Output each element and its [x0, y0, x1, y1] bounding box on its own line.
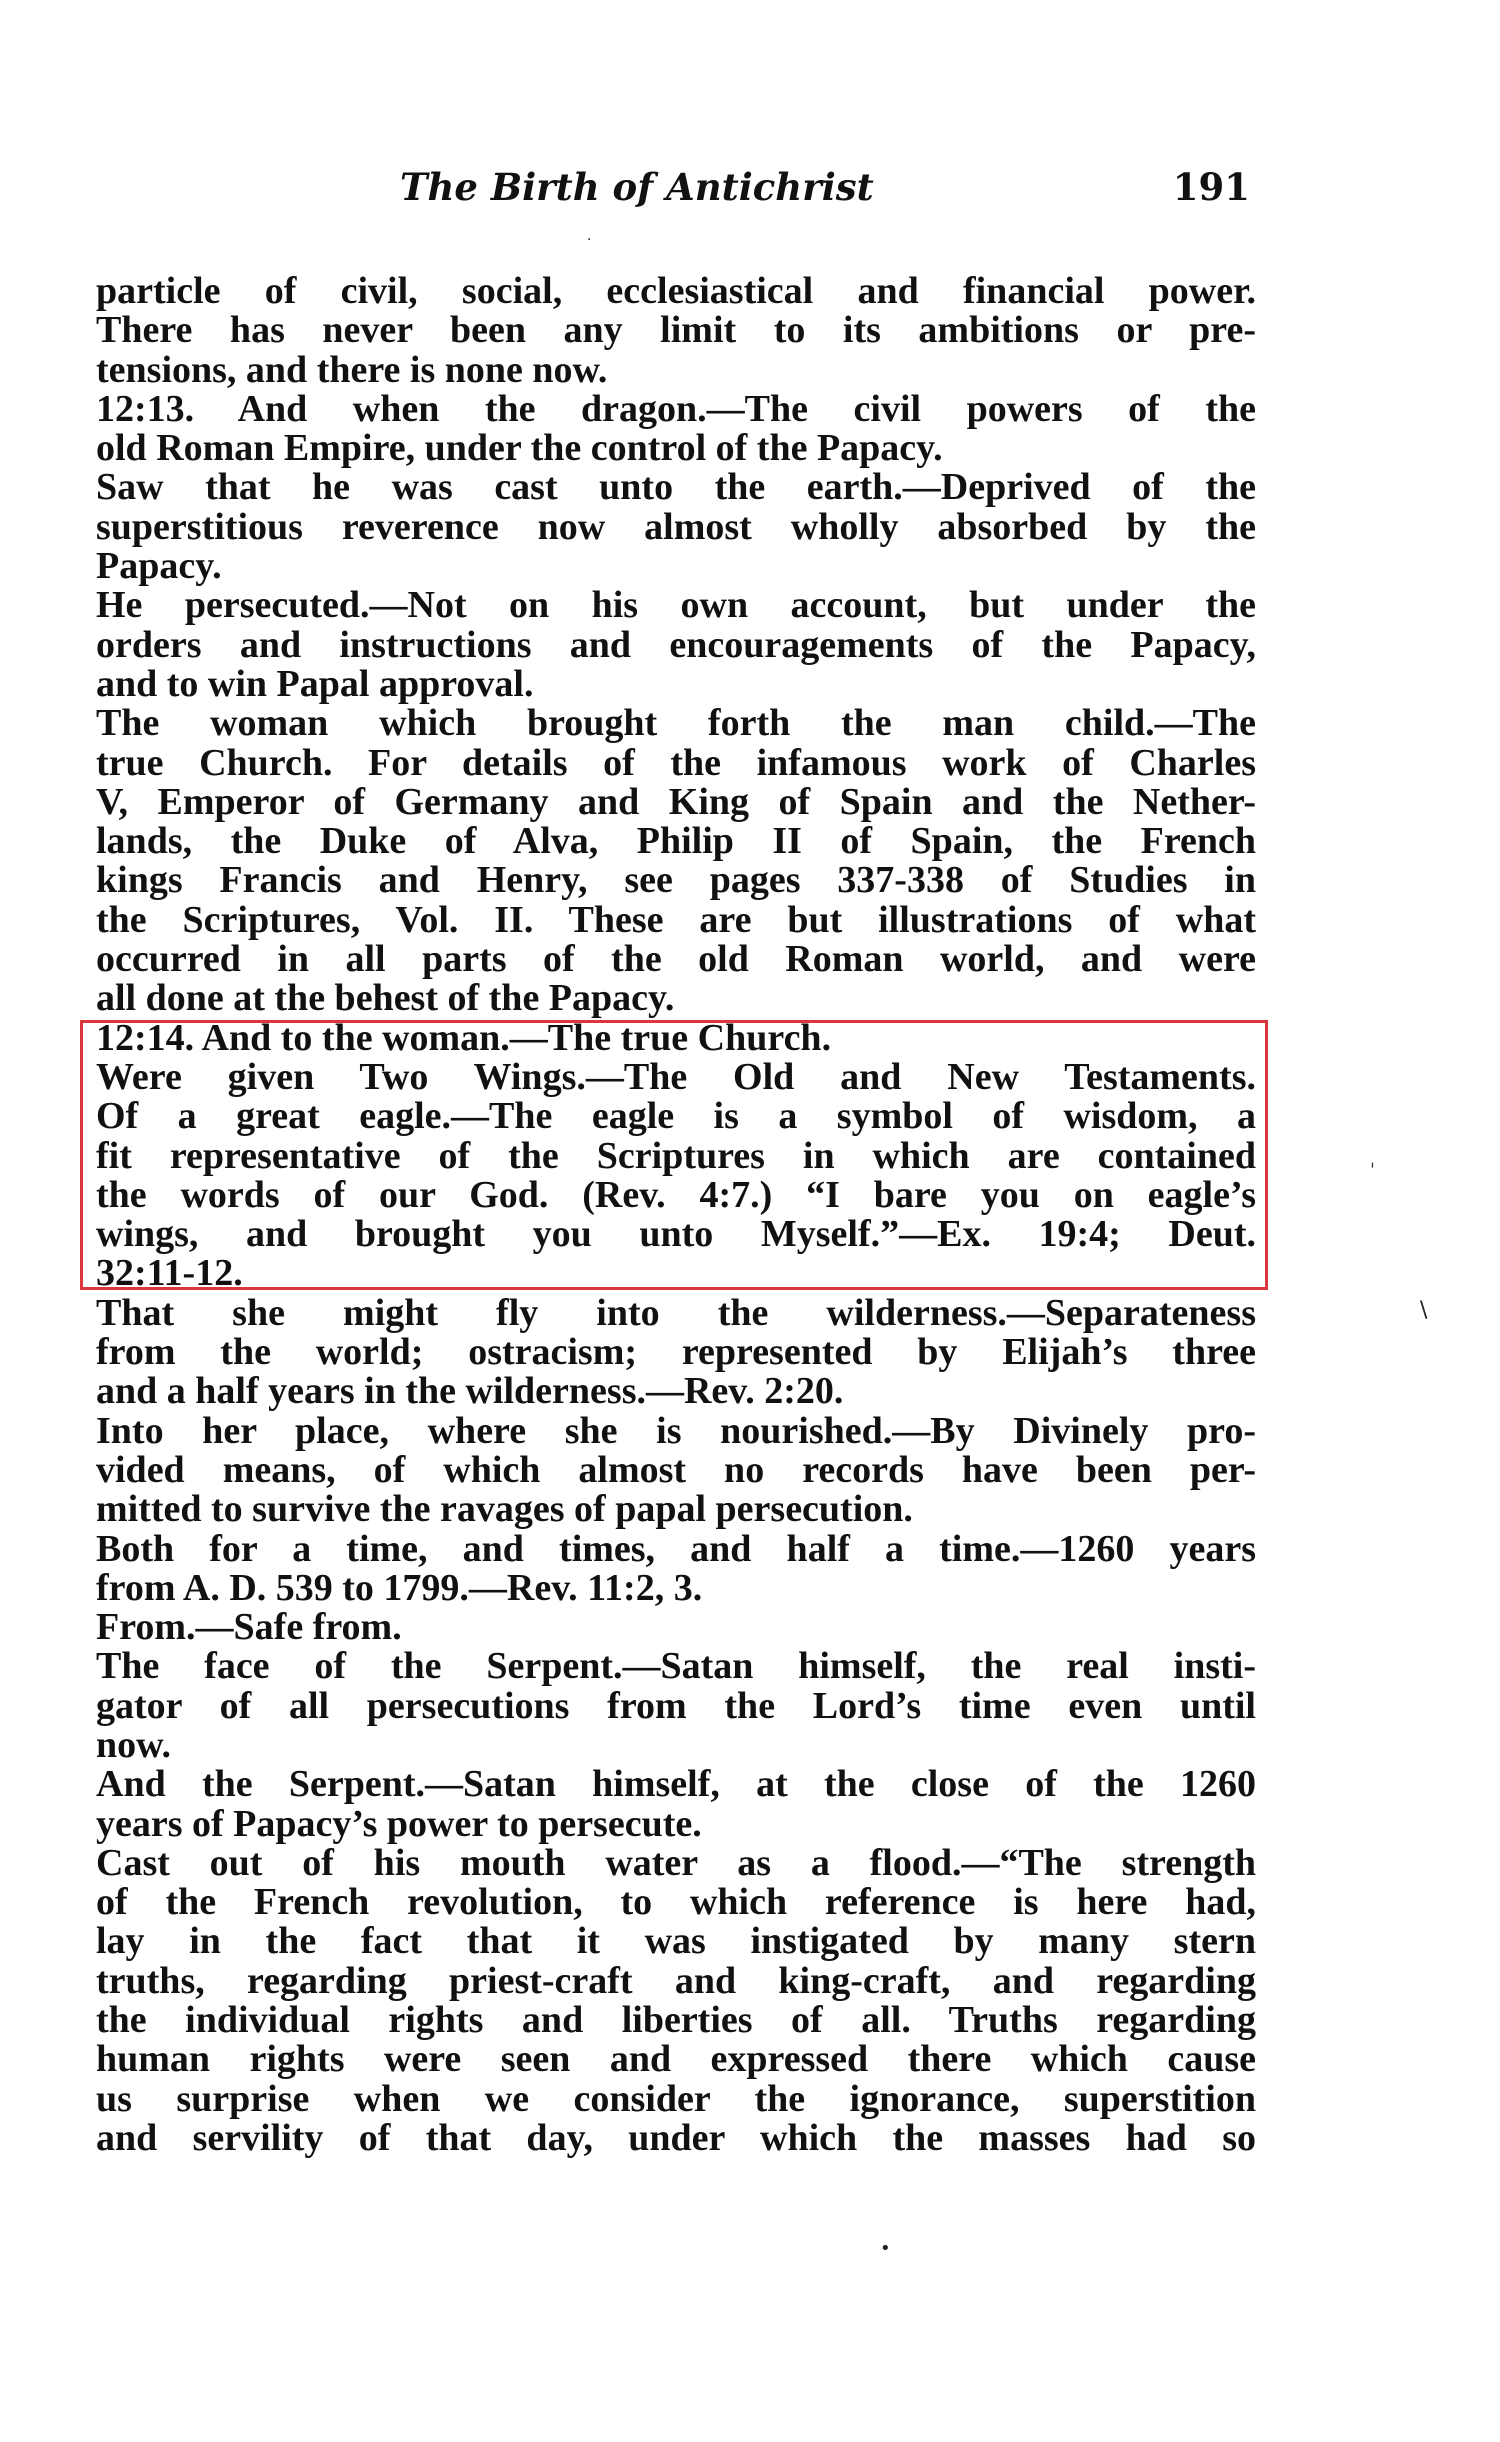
text-line: 12:13. And when the dragon.—The civil powers of the	[96, 387, 1256, 430]
text-line: Cast out of his mouth water as a flood.—“The strength	[96, 1841, 1256, 1884]
page-number: 191	[1172, 165, 1250, 209]
text-line: He persecuted.—Not on his own account, but under the	[96, 584, 1256, 627]
speck-mark: •	[880, 2238, 891, 2259]
text-line: superstitious reverence now almost wholly absorbed by the	[96, 505, 1256, 548]
text-line: mitted to survive the ravages of papal persecution.	[96, 1488, 913, 1531]
text-line: tensions, and there is none now.	[96, 348, 608, 391]
text-line: V, Emperor of Germany and King of Spain and the Nether-	[96, 780, 1256, 823]
text-line: vided means, of which almost no records have been per-	[96, 1448, 1256, 1491]
text-line: the Scriptures, Vol. II. These are but illustrations of what	[96, 898, 1256, 941]
text-line: kings Francis and Henry, see pages 337-338 of Studies in	[96, 859, 1256, 902]
text-line: Saw that he was cast unto the earth.—Deprived of the	[96, 466, 1256, 509]
text-line: us surprise when we consider the ignorance, superstition	[96, 2077, 1256, 2120]
text-line: Of a great eagle.—The eagle is a symbol of wisdom, a	[96, 1095, 1256, 1138]
text-line: and a half years in the wilderness.—Rev. 2:20.	[96, 1370, 844, 1413]
text-line: particle of civil, social, ecclesiastical and financial power.	[96, 270, 1256, 312]
text-line: the words of our God. (Rev. 4:7.) “I bare you on eagle’s	[96, 1173, 1256, 1216]
text-line: orders and instructions and encouragements of the Papacy,	[96, 623, 1256, 666]
text-line: of the French revolution, to which reference is here had,	[96, 1881, 1256, 1924]
text-line: That she might fly into the wilderness.—Separateness	[96, 1291, 1256, 1334]
text-line: From.—Safe from.	[96, 1606, 402, 1649]
text-line: The face of the Serpent.—Satan himself, the real insti-	[96, 1645, 1256, 1688]
page-header	[100, 165, 1250, 225]
text-line: truths, regarding priest-craft and king-craft, and regarding	[96, 1959, 1256, 2002]
text-line: The woman which brought forth the man child.—The	[96, 702, 1256, 745]
text-line: from A. D. 539 to 1799.—Rev. 11:2, 3.	[96, 1566, 703, 1609]
text-line: Into her place, where she is nourished.—By Divinely pro-	[96, 1409, 1256, 1452]
text-line: Papacy.	[96, 545, 222, 588]
text-line: wings, and brought you unto Myself.”—Ex. 19:4; Deut.	[96, 1213, 1256, 1256]
text-line: 32:11-12.	[96, 1252, 243, 1295]
body-text	[96, 272, 1256, 2158]
text-line: lands, the Duke of Alva, Philip II of Spain, the French	[96, 820, 1256, 863]
text-line: the individual rights and liberties of all. Truths regarding	[96, 1999, 1256, 2042]
text-line: gator of all persecutions from the Lord’s time even until	[96, 1684, 1256, 1727]
text-line: all done at the behest of the Papacy.	[96, 977, 675, 1020]
text-line: There has never been any limit to its ambitions or pre-	[96, 309, 1256, 352]
speck-mark: \	[1420, 1298, 1428, 1323]
text-line: and servility of that day, under which the masses had so	[96, 2116, 1256, 2159]
text-line: lay in the fact that it was instigated by many stern	[96, 1920, 1256, 1963]
text-line: now.	[96, 1723, 171, 1766]
speck-mark: ˈ	[1370, 1160, 1375, 1181]
text-line: Were given Two Wings.—The Old and New Testaments.	[96, 1055, 1256, 1098]
text-line: occurred in all parts of the old Roman world, and were	[96, 938, 1256, 981]
text-line: human rights were seen and expressed there which cause	[96, 2038, 1256, 2081]
text-line: Both for a time, and times, and half a time.—1260 years	[96, 1527, 1256, 1570]
text-line: 12:14. And to the woman.—The true Church.	[96, 1016, 832, 1059]
text-line: from the world; ostracism; represented by Elijah’s three	[96, 1331, 1256, 1374]
text-line: years of Papacy’s power to persecute.	[96, 1802, 702, 1845]
text-line: old Roman Empire, under the control of the Papacy.	[96, 427, 943, 470]
text-line: And the Serpent.—Satan himself, at the close of the 1260	[96, 1763, 1256, 1806]
speck-mark: ·	[587, 232, 592, 248]
text-line: true Church. For details of the infamous work of Charles	[96, 741, 1256, 784]
text-line: and to win Papal approval.	[96, 662, 534, 705]
text-line: fit representative of the Scriptures in which are contained	[96, 1134, 1256, 1177]
running-title: The Birth of Antichrist	[400, 165, 874, 209]
